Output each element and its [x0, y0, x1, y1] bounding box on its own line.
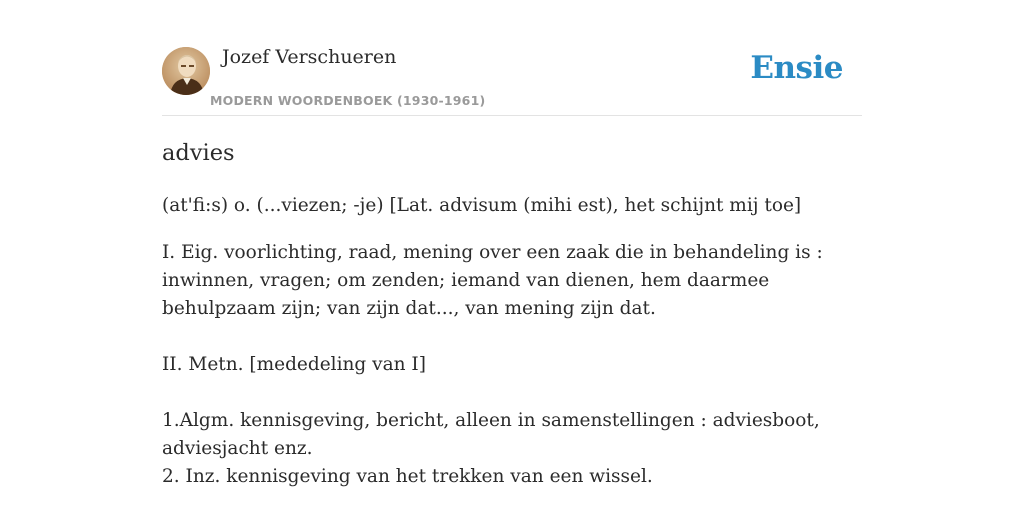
- author-avatar[interactable]: [162, 47, 210, 95]
- definition-text: I. Eig. voorlichting, raad, mening over een zaak die in behandeling is : inwinnen, vragen; om zenden; iemand van dienen, hem daarmee behulpzaam zijn; van zijn dat..., van mening zijn dat. II. Metn. [mededeling van I] 1.Algm. kennisgeving, bericht, alleen in samenstellingen : adviesboot, adviesjacht enz. 2. Inz. kennisgeving van het trekken van een wissel.: [162, 242, 823, 487]
- entry-pronunciation: (at'fi:s) o. (...viezen; -je) [Lat. advisum (mihi est), het schijnt mij toe]: [162, 195, 802, 216]
- entry-header: [162, 0, 862, 116]
- entry-term: advies: [162, 140, 235, 166]
- source-label[interactable]: MODERN WOORDENBOEK (1930-1961): [210, 93, 486, 108]
- entry-page: [162, 0, 862, 512]
- entry-definition: [162, 239, 866, 491]
- brand-logo[interactable]: Ensie: [750, 50, 843, 86]
- author-name[interactable]: Jozef Verschueren: [222, 46, 397, 68]
- author-portrait-icon: [162, 47, 210, 95]
